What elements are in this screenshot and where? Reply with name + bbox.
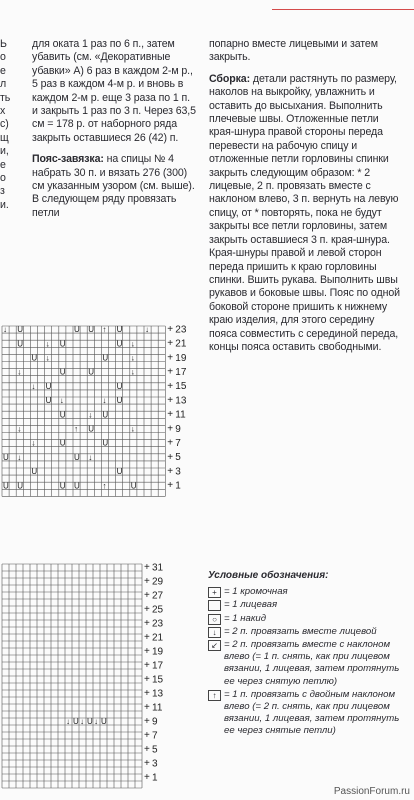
edge-plus-mark: + xyxy=(167,338,174,350)
stitch-symbol: U xyxy=(88,325,94,335)
stitch-symbol: ↓ xyxy=(102,396,107,406)
belt-heading: Пояс-завязка: xyxy=(32,153,104,166)
stitch-symbol: U xyxy=(31,467,38,477)
stitch-symbol: ↓ xyxy=(80,717,84,726)
stitch-symbol: ↓ xyxy=(31,438,36,448)
row-number-label: 7 xyxy=(175,437,181,449)
down-arrow-icon: ↓ xyxy=(208,627,221,638)
stitch-symbol: ↓ xyxy=(94,717,98,726)
edge-plus-mark: + xyxy=(167,324,174,336)
row-number-label: 31 xyxy=(152,562,164,574)
up-arrow-icon: ↑ xyxy=(208,690,221,701)
stitch-symbol: U xyxy=(74,481,80,491)
stitch-symbol: ↓ xyxy=(88,410,93,420)
edge-plus-mark: + xyxy=(167,480,174,492)
stitch-symbol: U xyxy=(59,410,66,420)
row-number-label: 29 xyxy=(152,576,164,588)
stitch-symbol: U xyxy=(74,452,80,462)
row-number-label: 25 xyxy=(152,604,164,616)
legend-title: Условные обозначения: xyxy=(208,570,329,581)
legend-item: ↙ = 2 п. провязать вместе с наклоном влево (= 1 п. снять, как при лицевом вязании, 1 лицевая, затем протянуть ее через снятую петлю) xyxy=(208,639,408,688)
stitch-symbol: ↓ xyxy=(130,367,135,377)
row-number-label: 5 xyxy=(175,452,181,464)
edge-plus-mark: + xyxy=(144,771,150,783)
top-red-rule xyxy=(272,0,414,10)
legend-item: ↑ = 1 п. провязать с двойным наклоном влево (= 2 п. снять, как при лицевом вязании, 1 лицевая, затем протянуть ее через снятые петли) xyxy=(208,689,408,738)
stitch-symbol: U xyxy=(116,396,123,406)
legend xyxy=(208,570,408,739)
cut-fragment: л xyxy=(0,78,7,91)
cut-fragment: о xyxy=(0,172,6,185)
circle-icon: ○ xyxy=(208,614,221,625)
stitch-symbol: ↓ xyxy=(130,424,135,434)
stitch-symbol: U xyxy=(116,381,123,391)
cut-fragment: и, xyxy=(0,145,9,158)
cut-fragment: х xyxy=(0,105,6,118)
row-number-label: 11 xyxy=(152,702,163,714)
cut-fragment: Ь xyxy=(0,38,7,50)
edge-plus-mark: + xyxy=(144,617,150,629)
left-cut-column xyxy=(0,38,16,212)
row-number-label: 23 xyxy=(152,618,164,630)
stitch-symbol: U xyxy=(102,410,109,420)
knitting-chart-bottom xyxy=(0,560,170,800)
stitch-symbol: U xyxy=(130,481,137,491)
row-number-label: 27 xyxy=(152,590,164,602)
stitch-symbol: U xyxy=(59,481,66,491)
stitch-symbol: U xyxy=(73,717,79,726)
watermark: PassionForum.ru xyxy=(333,786,410,797)
edge-plus-mark: + xyxy=(167,423,174,435)
stitch-symbol: U xyxy=(102,353,109,363)
cut-fragment: и. xyxy=(0,198,9,211)
stitch-symbol: U xyxy=(102,438,109,448)
row-number-label: 1 xyxy=(175,480,181,492)
stitch-symbol: U xyxy=(101,717,107,726)
row-number-label: 23 xyxy=(175,324,187,336)
edge-plus-mark: + xyxy=(167,451,174,463)
knitting-chart-top xyxy=(0,322,200,498)
edge-plus-mark: + xyxy=(144,701,150,713)
edge-plus-mark: + xyxy=(167,409,174,421)
stitch-symbol: ↓ xyxy=(66,717,70,726)
empty-cell-icon xyxy=(208,600,221,611)
stitch-symbol: ↓ xyxy=(17,367,22,377)
stitch-symbol: U xyxy=(17,339,23,349)
edge-plus-mark: + xyxy=(144,575,150,587)
row-number-label: 17 xyxy=(152,660,164,672)
edge-plus-mark: + xyxy=(167,380,174,392)
edge-plus-mark: + xyxy=(144,561,150,573)
row-number-label: 3 xyxy=(175,466,181,478)
stitch-symbol: U xyxy=(45,381,52,391)
edge-plus-mark: + xyxy=(144,729,150,741)
stitch-symbol: U xyxy=(74,325,80,335)
stitch-symbol: ↓ xyxy=(130,353,135,363)
stitch-symbol: U xyxy=(17,325,23,335)
legend-item: + = 1 кромочная xyxy=(208,586,408,598)
stitch-symbol: U xyxy=(59,339,66,349)
stitch-symbol: ↓ xyxy=(3,325,7,335)
edge-plus-mark: + xyxy=(167,437,174,449)
edge-plus-mark: + xyxy=(144,645,150,657)
chart-grid xyxy=(2,326,165,496)
row-number-label: 21 xyxy=(152,632,164,644)
row-number-label: 15 xyxy=(175,381,187,393)
edge-plus-mark: + xyxy=(144,743,150,755)
stitch-symbol: ↓ xyxy=(59,396,64,406)
stitch-symbol: U xyxy=(45,396,52,406)
stitch-symbol: U xyxy=(31,353,38,363)
stitch-symbol: ↓ xyxy=(45,353,50,363)
row-number-label: 21 xyxy=(175,338,187,350)
stitch-symbol: U xyxy=(59,367,66,377)
chart-grid xyxy=(2,564,142,788)
cut-fragment: с) xyxy=(0,118,9,131)
assembly-heading: Сборка: xyxy=(209,72,251,85)
legend-item: ↓ = 2 п. провязать вместе лицевой xyxy=(208,626,408,638)
stitch-symbol: U xyxy=(17,481,23,491)
row-number-label: 19 xyxy=(152,646,164,658)
cut-fragment: о xyxy=(0,51,6,64)
stitch-symbol: U xyxy=(3,452,9,462)
stitch-symbol: U xyxy=(88,424,94,434)
edge-plus-mark: + xyxy=(144,603,150,615)
edge-plus-mark: + xyxy=(144,715,150,727)
stitch-symbol: ↓ xyxy=(88,452,93,462)
stitch-symbol: ↓ xyxy=(45,339,50,349)
edge-plus-mark: + xyxy=(167,352,174,364)
cut-fragment: щ xyxy=(0,131,9,144)
row-number-label: 11 xyxy=(175,409,186,421)
stitch-symbol: U xyxy=(116,467,123,477)
belt-paragraph xyxy=(32,153,198,220)
stitch-symbol: ↓ xyxy=(145,325,149,335)
stitch-symbol: ↑ xyxy=(74,424,78,434)
stitch-symbol: U xyxy=(116,325,123,335)
row-number-label: 1 xyxy=(152,772,158,784)
row-number-label: 13 xyxy=(152,688,164,700)
row-number-label: 5 xyxy=(152,744,158,756)
middle-text-column xyxy=(32,38,198,228)
stitch-symbol: ↑ xyxy=(102,325,107,335)
stitch-symbol: U xyxy=(87,717,93,726)
stitch-symbol: U xyxy=(116,339,123,349)
sleeve-paragraph: для оката 1 раз по 6 п., затем убавить (см. «Декоративные убавки» А) 6 раз в каждом 2-м р., 5 раз в каждом 4-м р. и вновь в каждом 2-м р. еще 3 раза по 1 п. и закрыть 1 раз по 3 п. Через 63,5 см = 178 р. от наборного ряда закрыть оставшиеся 26 (42) п. xyxy=(32,38,196,144)
stitch-symbol: U xyxy=(88,367,94,377)
edge-plus-mark: + xyxy=(144,631,150,643)
stitch-symbol: ↓ xyxy=(17,452,22,462)
legend-item: ○ = 1 накид xyxy=(208,613,408,625)
edge-plus-mark: + xyxy=(144,659,150,671)
row-number-label: 9 xyxy=(152,716,158,728)
stitch-symbol: ↑ xyxy=(102,481,107,491)
plus-icon: + xyxy=(208,587,221,598)
belt-text: на спицы № 4 набрать 30 п. и вязать 276 (300) см указанным узором (см. выше). В следующем ряду провязать петли xyxy=(32,153,195,219)
right-text-column xyxy=(209,38,405,362)
finish-paragraph: попарно вместе лицевыми и затем закрыть. xyxy=(209,38,378,64)
stitch-symbol: U xyxy=(59,438,66,448)
row-number-label: 3 xyxy=(152,758,158,770)
stitch-symbol: ↓ xyxy=(130,339,135,349)
assembly-text: детали растянуть по размеру, наколов на выкройку, увлажнить и оставить до высыхания. Выполнить плечевые швы. Отложенные петли края-шнура правой стороны переда перевести на рабочую спицу и отложенные петли горловины спинки закрыть следующим образом: * 2 лицевые, 2 п. провязать вместе с наклоном влево, 3 п. вернуть на левую спицу, от * повторять, пока не будут закрыты все петли горловины, затем закрыть оставшиеся 3 п. края-шнура. Края-шнуры правой и левой сторон переда пришить к краю горловины спинки. Вшить рукава. Выполнить швы рукавов и боковые швы. Пояс по одной боковой стороне пришить к нижнему краю изделия, для этого середину пояса совместить с серединой переда, концы пояса оставить свободными. xyxy=(209,72,400,353)
assembly-paragraph xyxy=(209,73,405,355)
row-number-label: 15 xyxy=(152,674,164,686)
cut-fragment: е xyxy=(0,64,6,77)
edge-plus-mark: + xyxy=(144,687,150,699)
edge-plus-mark: + xyxy=(167,366,174,378)
row-number-label: 13 xyxy=(175,395,187,407)
row-number-label: 9 xyxy=(175,423,181,435)
edge-plus-mark: + xyxy=(167,395,174,407)
cut-fragment: з xyxy=(0,185,5,198)
stitch-symbol: U xyxy=(3,481,9,491)
row-number-label: 17 xyxy=(175,366,187,378)
stitch-symbol: ↓ xyxy=(17,424,22,434)
left-slant-icon: ↙ xyxy=(208,640,221,651)
stitch-symbol: ↓ xyxy=(31,381,36,391)
cut-fragment: ть xyxy=(0,91,11,104)
edge-plus-mark: + xyxy=(167,466,174,478)
cut-fragment: е xyxy=(0,158,6,171)
row-number-label: 19 xyxy=(175,352,187,364)
edge-plus-mark: + xyxy=(144,673,150,685)
edge-plus-mark: + xyxy=(144,757,150,769)
edge-plus-mark: + xyxy=(144,589,150,601)
row-number-label: 7 xyxy=(152,730,158,742)
legend-item: = 1 лицевая xyxy=(208,599,408,611)
